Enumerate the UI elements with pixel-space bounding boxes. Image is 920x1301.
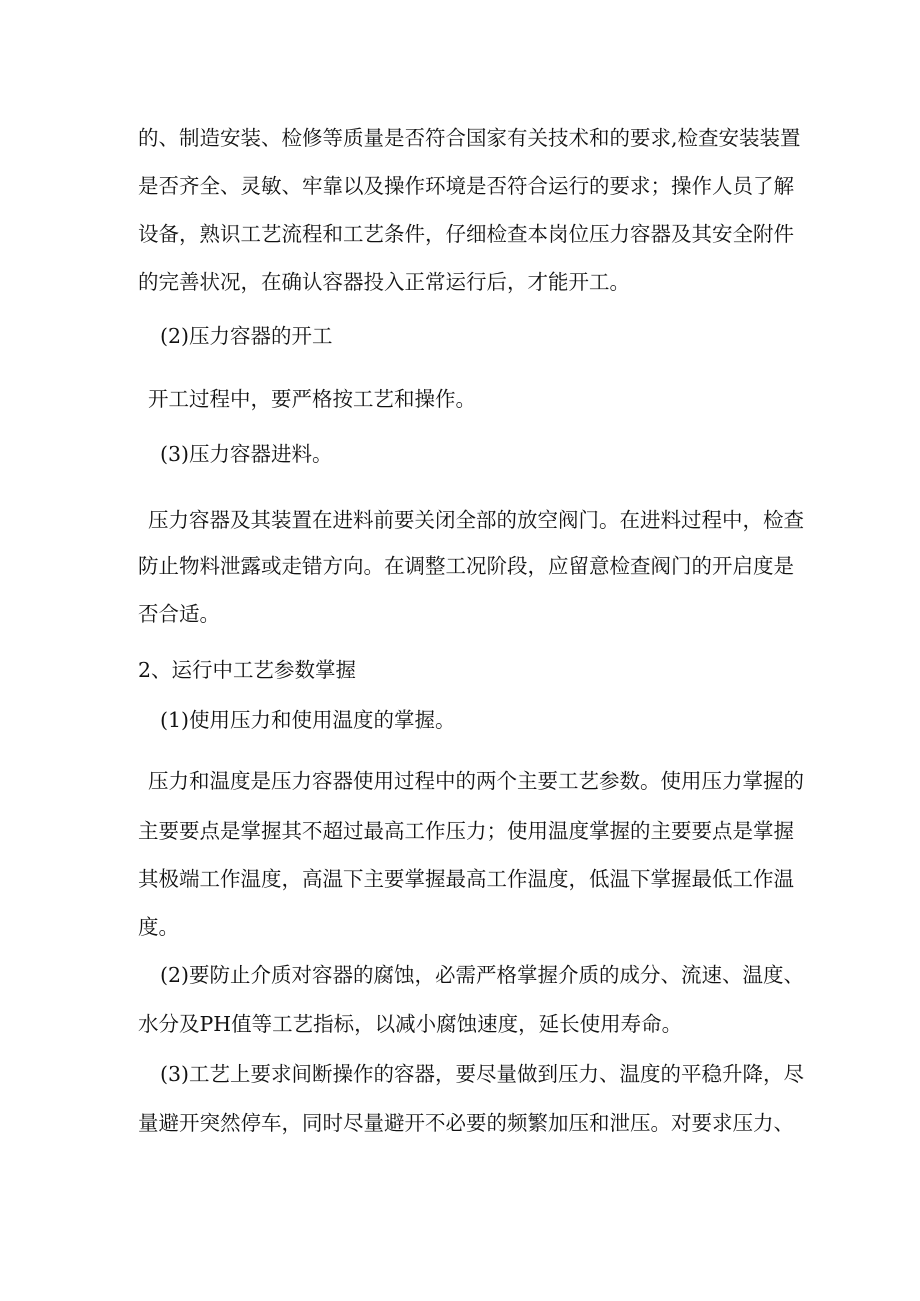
text-line: 量避开突然停车，同时尽量避开不必要的频繁加压和泄压。对要求压力、 xyxy=(138,1111,794,1135)
text-line: 的、制造安装、检修等质量是否符合国家有关技术和的要求,检查安装装置 xyxy=(138,126,801,150)
section-heading: (2)压力容器的开工 xyxy=(160,324,333,348)
text-line: 压力容器及其装置在进料前要关闭全部的放空阀门。在进料过程中，检查 xyxy=(148,508,804,532)
section-heading: (1)使用压力和使用温度的掌握。 xyxy=(160,708,456,732)
section-heading: (3)压力容器进料。 xyxy=(160,442,333,466)
text-line: 压力和温度是压力容器使用过程中的两个主要工艺参数。使用压力掌握的 xyxy=(148,769,804,793)
text-line: 其极端工作温度，高温下主要掌握最高工作温度，低温下掌握最低工作温 xyxy=(138,867,794,891)
text-line: 防止物料泄露或走错方向。在调整工况阶段，应留意检查阀门的开启度是 xyxy=(138,554,794,578)
text-line: (3)工艺上要求间断操作的容器，要尽量做到压力、温度的平稳升降，尽 xyxy=(160,1062,805,1086)
text-line: 度。 xyxy=(138,915,179,939)
section-heading: 2、运行中工艺参数掌握 xyxy=(138,658,357,682)
text-line: 主要要点是掌握其不超过最高工作压力；使用温度掌握的主要要点是掌握 xyxy=(138,819,794,843)
text-line: 水分及PH值等工艺指标，以减小腐蚀速度，延长使用寿命。 xyxy=(138,1012,683,1036)
text-line: 的完善状况，在确认容器投入正常运行后，才能开工。 xyxy=(138,270,630,294)
text-line: 是否齐全、灵敏、牢靠以及操作环境是否符合运行的要求；操作人员了解 xyxy=(138,174,794,198)
text-line: (2)要防止介质对容器的腐蚀，必需严格掌握介质的成分、流速、温度、 xyxy=(160,963,805,987)
text-line: 否合适。 xyxy=(138,602,220,626)
text-line: 设备，熟识工艺流程和工艺条件，仔细检查本岗位压力容器及其安全附件 xyxy=(138,222,794,246)
text-line: 开工过程中，要严格按工艺和操作。 xyxy=(148,387,476,411)
